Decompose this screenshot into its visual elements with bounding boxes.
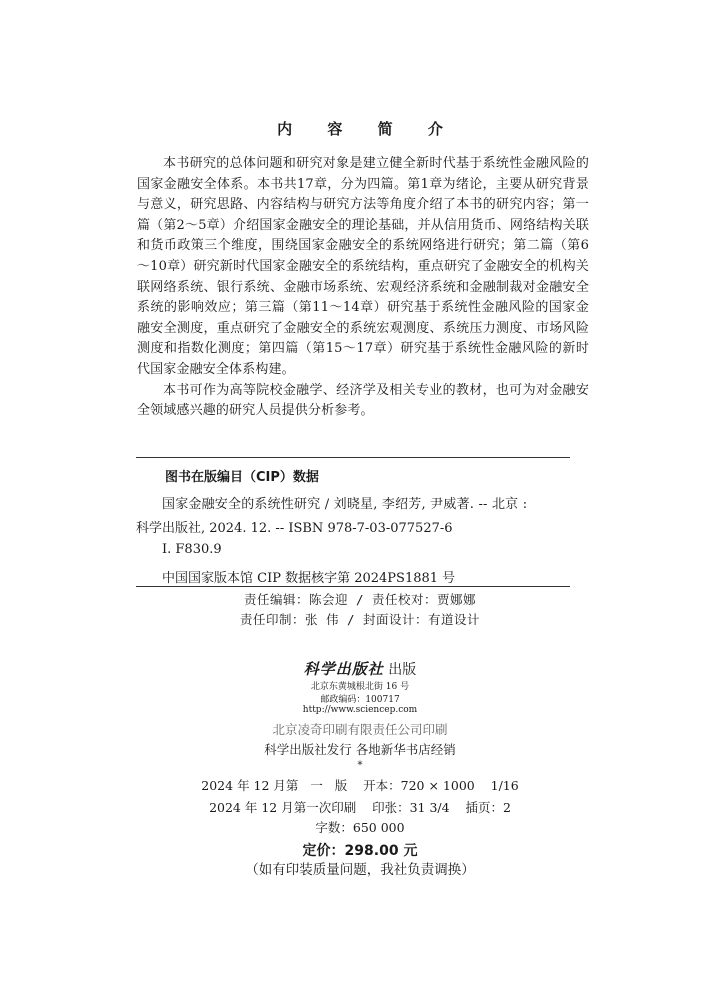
word-count: 字数：650 000 — [315, 820, 405, 835]
publisher-suffix: 出版 — [388, 662, 417, 678]
summary-paragraph-2: 本书可作为高等院校金融学、经济学及相关专业的教材，也可为对金融安全领域感兴趣的研究人员提供分析参考。 — [137, 382, 589, 419]
separator-star: * — [357, 760, 363, 771]
publisher-name: 科学出版社 — [303, 660, 384, 678]
editor-credits: 责任编辑：陈会迎 / 责任校对：贾娜娜 — [243, 592, 477, 607]
distribution-info: 科学出版社发行 各地新华书店经销 — [264, 742, 456, 757]
page-title: 内 容 简 介 — [277, 120, 458, 138]
publisher-line — [0, 658, 720, 679]
cip-line-classification: Ⅰ. F830.9 — [162, 542, 222, 557]
cip-top-rule — [136, 457, 570, 458]
price: 定价：298.00 元 — [302, 843, 418, 859]
cip-bottom-rule — [136, 586, 570, 587]
production-credits: 责任印制：张 伟 / 封面设计：有道设计 — [239, 612, 481, 627]
summary-paragraph-1: 本书研究的总体问题和研究对象是建立健全新时代基于系统性金融风险的国家金融安全体系。本书共17章，分为四篇。第1章为绪论，主要从研究背景与意义，研究思路、内容结构与研究方法等角度介绍了本书的研究内容；第一篇（第2～5章）介绍国家金融安全的理论基础，并从信用货币、网络结构关联和货币政策三个维度，围绕国家金融安全的系统网络进行研究；第二篇（第6～10章）研究新时代国家金融安全的系统结构，重点研究了金融安全的机构关联网络系统、银行系统、金融市场系统、宏观经济系统和金融制裁对金融安全系统的影响效应；第三篇（第11～14章）研究基于系统性金融风险的国家金融安全测度，重点研究了金融安全的系统宏观测度、系统压力测度、市场风险测度和指数化测度；第四篇（第15～17章）研究基于系统性金融风险的新时代国家金融安全体系构建。 — [137, 156, 589, 377]
printer-info: 北京凌奇印刷有限责任公司印刷 — [272, 722, 448, 737]
quality-notice: （如有印装质量问题，我社负责调换） — [245, 862, 475, 878]
publisher-postcode: 邮政编码：100717 — [320, 695, 400, 705]
cip-line-title: 国家金融安全的系统性研究 / 刘晓星, 李绍芳, 尹威著. -- 北京 : — [162, 497, 528, 512]
printing-line: 2024 年 12 月第一次印刷 印张：31 3/4 插页：2 — [209, 800, 511, 815]
cip-line-record-number: 中国国家版本馆 CIP 数据核字第 2024PS1881 号 — [162, 571, 456, 586]
publisher-address: 北京东黄城根北街 16 号 — [310, 682, 410, 692]
cip-line-isbn: 科学出版社, 2024. 12. -- ISBN 978-7-03-077527-6 — [136, 521, 453, 536]
edition-line: 2024 年 12 月第 一 版 开本：720 × 1000 1/16 — [201, 778, 519, 793]
publisher-website: http://www.sciencep.com — [302, 705, 418, 715]
cip-heading: 图书在版编目（CIP）数据 — [165, 470, 319, 485]
summary-text — [137, 154, 589, 422]
